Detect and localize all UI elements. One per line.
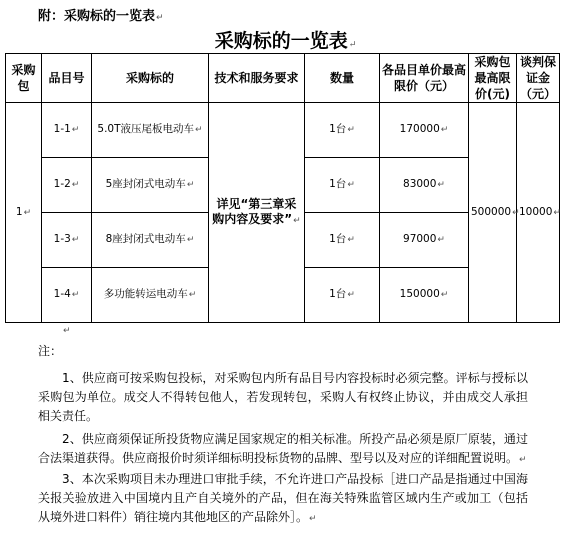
note-item: 1、供应商可按采购包投标，对采购包内所有品目号内容投标时必须完整。评标与授标以采购包为单位。成交人不得转包他人，若发现转包，采购人有权终止协议，并由成交人承担相关责任。 [38,371,528,423]
note-item: 2、供应商须保证所投货物应满足国家规定的相关标准。所投产品必须是原厂原装，通过合法渠道获得。供应商报价时须详细标明投标货物的品牌、型号以及对应的详细配置说明。↵ [38,432,528,465]
subject-cell: 8座封闭式电动车↵ [92,213,209,268]
header-subject: 采购标的 [92,54,209,103]
header-item-no: 品目号 [42,54,92,103]
header-package-price-limit: 采购包最高限价(元) [469,54,517,103]
subject-cell: 5.0T液压尾板电动车↵ [92,103,209,158]
tech-requirements-cell: 详见“第三章采购内容及要求”↵ [209,103,305,323]
notes-section [38,342,528,529]
item-no-cell: 1-2↵ [42,158,92,213]
table-row [6,103,560,158]
notes-label: 注： [38,344,63,358]
deposit-cell: 10000↵ [517,103,560,323]
price-cell: 97000↵ [380,213,469,268]
paragraph-mark: ↵ [63,326,71,336]
quantity-cell: 1台↵ [305,213,380,268]
price-cell: 150000↵ [380,268,469,323]
header-deposit: 谈判保证金（元） [517,54,560,103]
price-cell: 83000↵ [380,158,469,213]
quantity-cell: 1台↵ [305,268,380,323]
item-no-cell: 1-1↵ [42,103,92,158]
document-title: 采购标的一览表↵ [214,30,357,52]
subject-cell: 5座封闭式电动车↵ [92,158,209,213]
header-quantity: 数量 [305,54,380,103]
price-cell: 170000↵ [380,103,469,158]
item-no-cell: 1-4↵ [42,268,92,323]
note-item: 3、本次采购项目未办理进口审批手续，不允许进口产品投标［进口产品是指通过中国海关报关验放进入中国境内且产自关境外的产品，但在海关特殊监管区域内生产或加工（包括从境外进口料件）销往境内其他地区的产品除外］。↵ [38,472,528,524]
package-number-cell: 1↵ [6,103,42,323]
header-unit-price-limit: 各品目单价最高限价（元） [380,54,469,103]
quantity-cell: 1台↵ [305,158,380,213]
package-price-cell: 500000↵ [469,103,517,323]
item-no-cell: 1-3↵ [42,213,92,268]
attachment-heading: 附：采购标的一览表↵ [38,9,164,24]
subject-cell: 多功能转运电动车↵ [92,268,209,323]
header-package: 采购包 [6,54,42,103]
header-tech-requirements: 技术和服务要求 [209,54,305,103]
quantity-cell: 1台↵ [305,103,380,158]
table-header-row [6,54,560,103]
procurement-table [5,53,560,323]
